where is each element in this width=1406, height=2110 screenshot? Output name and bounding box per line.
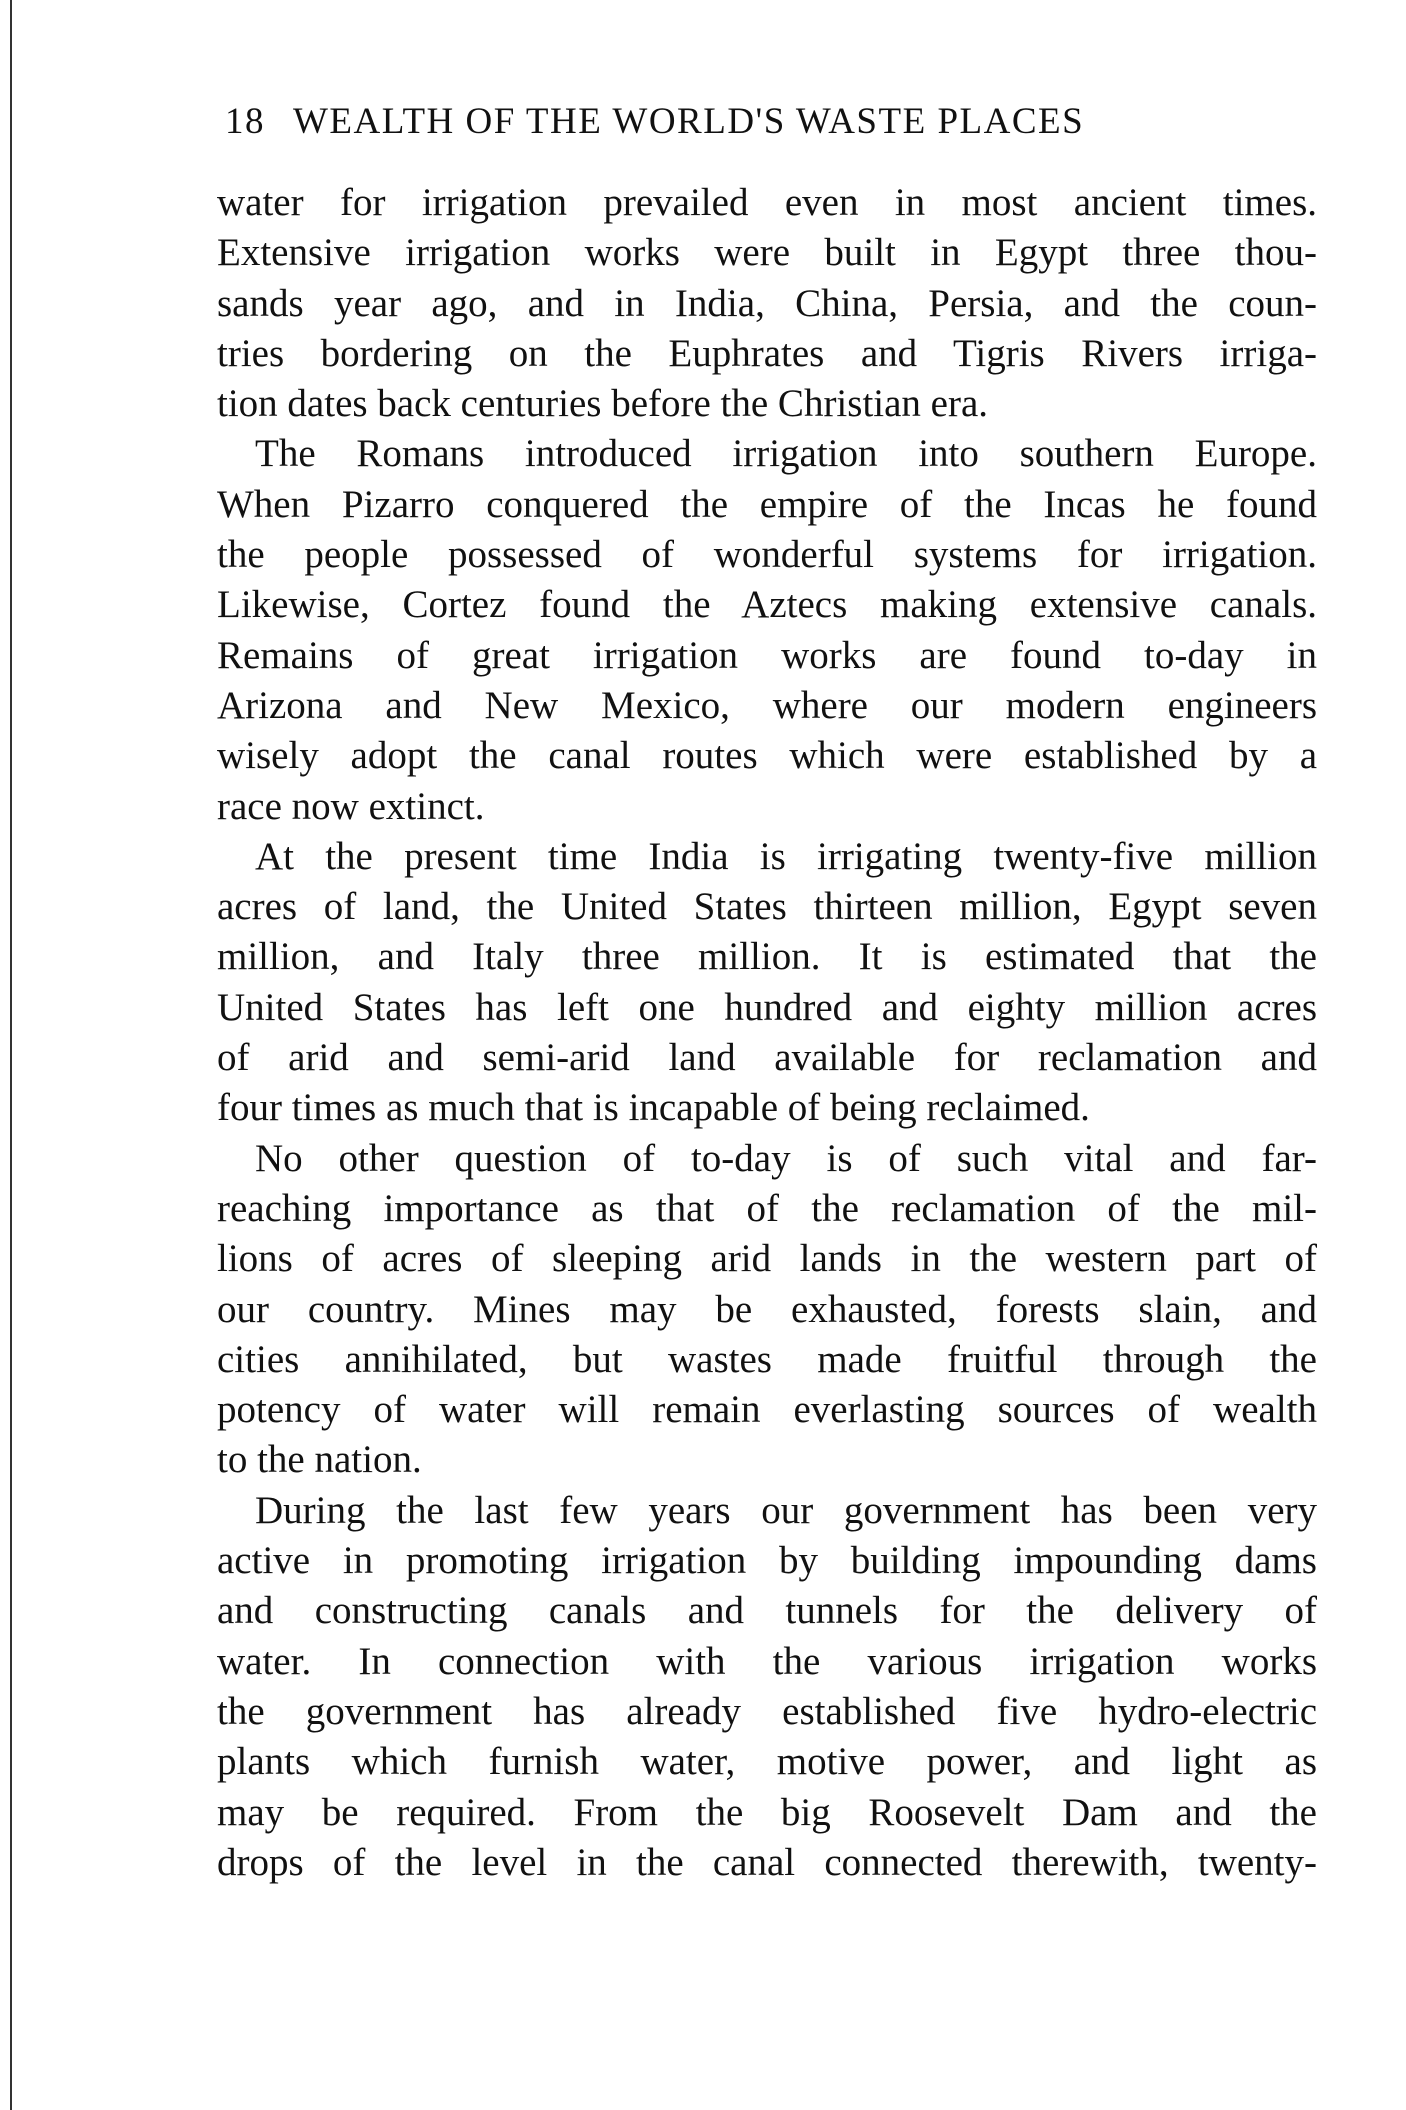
text-line: During the last few years our government has been very xyxy=(255,1488,1317,1532)
text-line: the people possessed of wonderful systems for irrigation. xyxy=(217,533,1317,577)
text-line: water for irrigation prevailed even in most ancient times. xyxy=(217,181,1317,224)
text-line: our country. Mines may be exhausted, forests slain, and xyxy=(217,1287,1317,1331)
text-line: potency of water will remain everlasting sources of wealth xyxy=(217,1388,1317,1432)
text-line: When Pizarro conquered the empire of the Incas he found xyxy=(217,482,1317,526)
page-edge-line xyxy=(10,0,12,2110)
text-line: tries bordering on the Euphrates and Tigris Rivers irriga- xyxy=(217,331,1317,375)
text-line: Arizona and New Mexico, where our modern engineers xyxy=(217,683,1317,727)
text-line: Extensive irrigation works were built in Egypt three thou- xyxy=(217,231,1317,275)
text-line: sands year ago, and in India, China, Persia, and the coun- xyxy=(217,281,1317,325)
text-line: wisely adopt the canal routes which were established by a xyxy=(217,734,1317,778)
text-line: of arid and semi-arid land available for reclamation and xyxy=(217,1036,1317,1080)
text-line: acres of land, the United States thirteen million, Egypt seven xyxy=(217,885,1317,929)
page-body xyxy=(217,178,1317,1888)
text-line: plants which furnish water, motive power, and light as xyxy=(217,1740,1317,1784)
running-header xyxy=(225,100,1317,143)
text-line: reaching importance as that of the reclamation of the mil- xyxy=(217,1186,1317,1230)
text-line: drops of the level in the canal connected therewith, twenty- xyxy=(217,1840,1317,1884)
text-line: million, and Italy three million. It is estimated that the xyxy=(217,935,1317,979)
paragraph xyxy=(217,178,1317,429)
text-line: water. In connection with the various irrigation works xyxy=(217,1639,1317,1683)
text-line: Remains of great irrigation works are found to-day in xyxy=(217,633,1317,677)
text-line: four times as much that is incapable of being reclaimed. xyxy=(217,1086,1090,1130)
text-line: cities annihilated, but wastes made fruitful through the xyxy=(217,1337,1317,1381)
text-line: The Romans introduced irrigation into southern Europe. xyxy=(255,432,1317,476)
paragraph xyxy=(217,832,1317,1134)
page-number: 18 xyxy=(225,101,265,142)
text-line: and constructing canals and tunnels for the delivery of xyxy=(217,1589,1317,1633)
text-line: the government has already established five hydro-electric xyxy=(217,1689,1317,1733)
paragraph xyxy=(217,429,1317,831)
text-line: to the nation. xyxy=(217,1438,422,1482)
text-line: tion dates back centuries before the Christian era. xyxy=(217,382,989,426)
running-title: WEALTH OF THE WORLD'S WASTE PLACES xyxy=(293,101,1085,142)
text-line: race now extinct. xyxy=(217,784,485,828)
text-line: Likewise, Cortez found the Aztecs making extensive canals. xyxy=(217,583,1317,627)
text-line: United States has left one hundred and eighty million acres xyxy=(217,985,1317,1029)
text-line: No other question of to-day is of such vital and far- xyxy=(255,1136,1317,1180)
text-line: may be required. From the big Roosevelt Dam and the xyxy=(217,1790,1317,1834)
paragraph xyxy=(217,1486,1317,1888)
text-line: At the present time India is irrigating twenty-five million xyxy=(255,834,1317,878)
paragraph xyxy=(217,1134,1317,1486)
text-line: lions of acres of sleeping arid lands in the western part of xyxy=(217,1237,1317,1281)
text-line: active in promoting irrigation by building impounding dams xyxy=(217,1539,1317,1583)
